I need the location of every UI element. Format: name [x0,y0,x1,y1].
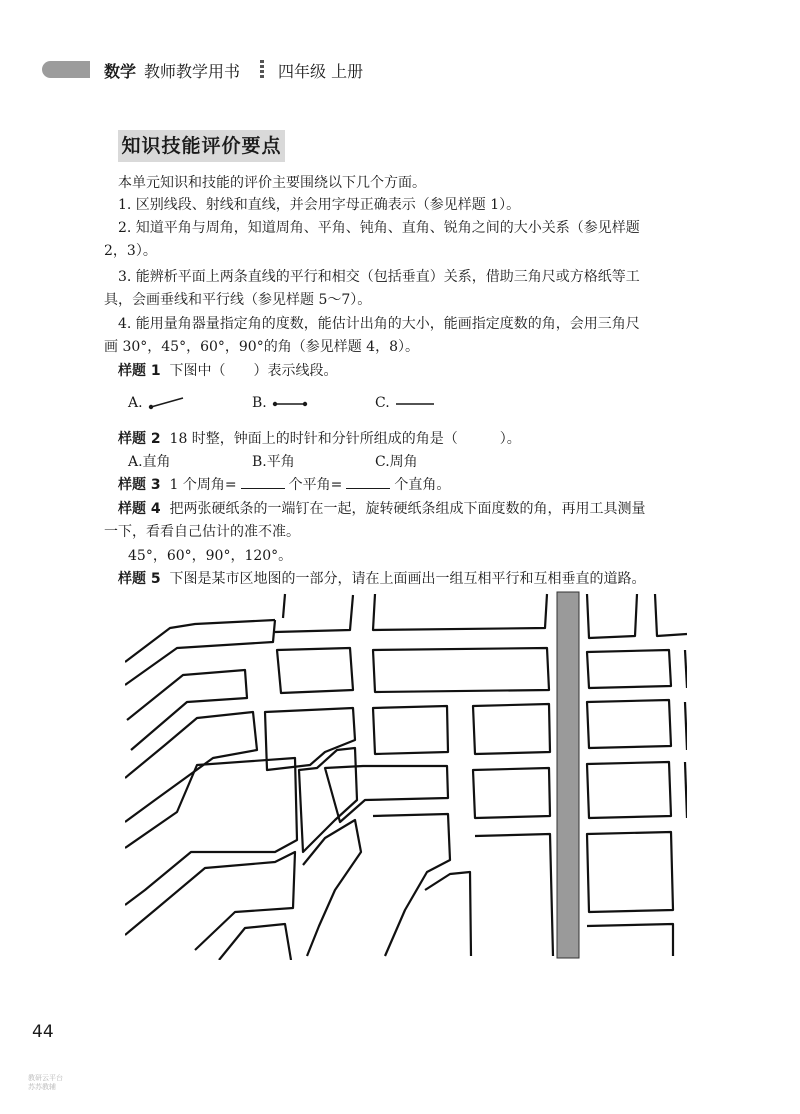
option-b [252,395,309,411]
road-edge [655,594,687,636]
block [125,620,275,685]
question-3 [118,475,450,495]
answer-blank-2[interactable] [346,476,390,489]
road-edge [373,594,547,630]
question-3-part3: 个直角。 [394,477,451,493]
block [587,762,671,818]
block [125,758,297,905]
question-1 [118,361,338,381]
road-edge [283,594,285,618]
subject-label: 数学 [104,62,137,81]
option-c-label: C. [375,395,390,411]
question-4-cont: 一下，看看自己估计的准不准。 [104,524,300,540]
block [587,650,671,688]
road-edge [685,762,687,818]
point-3-cont: 具，会画垂线和平行线（参见样题 5～7）。 [104,292,372,308]
question-4-angles: 45°，60°，90°，120°。 [128,548,293,564]
option-c [375,395,436,411]
question-3-part1: 1 个周角= [169,477,237,493]
watermark-line-2: 苏苏教辅 [28,1083,56,1091]
road-edge [685,650,687,688]
point-3: 3. 能辨析平面上两条直线的平行和相交（包括垂直）关系，借助三角尺或方格纸等工 [118,269,640,285]
question-5-text: 下图是某市区地图的一部分，请在上面画出一组互相平行和互相垂直的道路。 [169,571,646,587]
block [125,712,257,822]
question-4-label: 样题 4 [118,501,161,517]
grade-label: 四年级 上册 [278,62,364,81]
road-edge [125,620,275,662]
road-edge [587,924,673,956]
question-5-label: 样题 5 [118,571,161,587]
watermark-line-1: 教研云平台 [28,1074,63,1082]
option-a [128,395,185,411]
question-3-label: 样题 3 [118,477,161,493]
header-separator [260,60,264,80]
question-1-text: 下图中（ ）表示线段。 [169,363,338,379]
point-1: 1. 区别线段、射线和直线，并会用字母正确表示（参见样题 1）。 [118,197,521,213]
question-2-option-a: A.直角 [128,454,171,470]
question-2-option-c: C.周角 [375,454,418,470]
main-road [557,592,579,958]
road-edge [587,594,637,638]
answer-blank-1[interactable] [241,476,285,489]
question-4 [118,499,646,519]
block [587,832,673,912]
block [303,820,361,956]
page-number: 44 [32,1022,54,1042]
block [473,768,550,818]
point-2: 2. 知道平角与周角，知道周角、平角、钝角、直角、锐角之间的大小关系（参见样题 [118,220,640,236]
intro-text: 本单元知识和技能的评价主要围绕以下几个方面。 [118,175,426,191]
block [373,648,549,692]
block [277,648,353,693]
road-edge [425,872,471,956]
question-2-label: 样题 2 [118,431,161,447]
street-map [125,590,687,960]
block [125,852,295,950]
block [373,814,450,956]
question-2 [118,429,521,449]
section-title: 知识技能评价要点 [118,130,285,162]
block [587,700,671,748]
segment-figure [271,396,309,410]
block [473,704,550,754]
point-4-cont: 画 30°，45°，60°，90°的角（参见样题 4，8）。 [104,339,419,355]
watermark [28,1074,63,1092]
block [127,670,247,750]
ray-figure [147,396,185,410]
question-1-label: 样题 1 [118,363,161,379]
book-name: 教师教学用书 [144,62,241,81]
line-figure [394,396,436,410]
road-edge [275,595,353,632]
road-edge [685,702,687,750]
book-title [104,59,240,82]
option-b-label: B. [252,395,267,411]
road-edge [475,834,553,956]
point-4: 4. 能用量角器量指定角的度数，能估计出角的大小，能画指定度数的角，会用三角尺 [118,316,640,332]
block [265,708,355,770]
header-decor-bar [42,61,90,78]
block [219,924,291,960]
city-blocks [125,594,687,960]
point-2-cont: 2，3）。 [104,243,157,259]
question-2-text: 18 时整，钟面上的时针和分针所组成的角是（ ）。 [169,431,521,447]
question-5 [118,569,646,589]
option-a-label: A. [128,395,143,411]
question-4-text: 把两张硬纸条的一端钉在一起，旋转硬纸条组成下面度数的角，再用工具测量 [169,501,646,517]
block [373,706,448,754]
question-2-option-b: B.平角 [252,454,295,470]
question-3-part2: 个平角= [288,477,343,493]
